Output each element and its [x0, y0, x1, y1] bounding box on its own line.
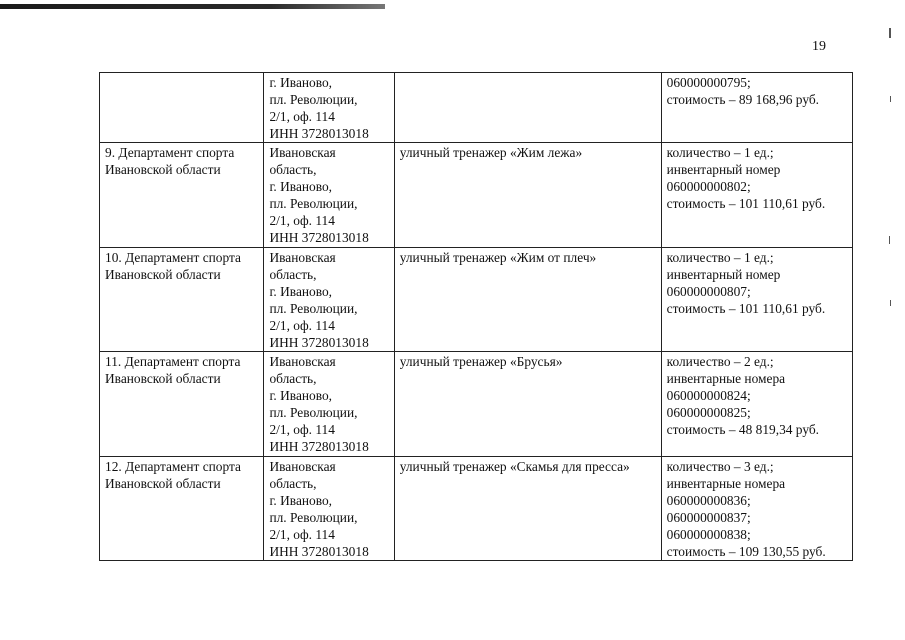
owner-cell	[100, 73, 264, 143]
address-cell: Ивановская область, г. Иваново, пл. Революции, 2/1, оф. 114 ИНН 3728013018	[264, 143, 394, 248]
details-cell: количество – 1 ед.; инвентарный номер 060000000802; стоимость – 101 110,61 руб.	[661, 143, 852, 248]
owner-cell: 9. Департамент спорта Ивановской области	[100, 143, 264, 248]
details-cell: количество – 2 ед.; инвентарные номера 060000000824; 060000000825; стоимость – 48 819,34 руб.	[661, 352, 852, 457]
item-cell	[394, 73, 661, 143]
item-cell: уличный тренажер «Брусья»	[394, 352, 661, 457]
details-cell: количество – 3 ед.; инвентарные номера 060000000836; 060000000837; 060000000838; стоимость – 109 130,55 руб.	[661, 457, 852, 561]
address-cell: Ивановская область, г. Иваново, пл. Революции, 2/1, оф. 114 ИНН 3728013018	[264, 352, 394, 457]
table-row	[100, 248, 853, 352]
address-cell: Ивановская область, г. Иваново, пл. Революции, 2/1, оф. 114 ИНН 3728013018	[264, 457, 394, 561]
owner-cell: 10. Департамент спорта Ивановской области	[100, 248, 264, 352]
table-row	[100, 457, 853, 561]
scan-edge-mark	[889, 28, 891, 38]
details-cell: количество – 1 ед.; инвентарный номер 060000000807; стоимость – 101 110,61 руб.	[661, 248, 852, 352]
scan-top-border	[0, 4, 385, 9]
owner-cell: 12. Департамент спорта Ивановской области	[100, 457, 264, 561]
scan-edge-mark	[890, 96, 891, 102]
address-cell: Ивановская область, г. Иваново, пл. Революции, 2/1, оф. 114 ИНН 3728013018	[264, 248, 394, 352]
property-table	[99, 72, 853, 561]
table-row	[100, 73, 853, 143]
address-cell: г. Иваново, пл. Революции, 2/1, оф. 114 ИНН 3728013018	[264, 73, 394, 143]
scan-edge-mark	[890, 300, 891, 306]
scan-edge-mark	[889, 236, 890, 244]
owner-cell: 11. Департамент спорта Ивановской области	[100, 352, 264, 457]
details-cell: 060000000795; стоимость – 89 168,96 руб.	[661, 73, 852, 143]
item-cell: уличный тренажер «Жим от плеч»	[394, 248, 661, 352]
table-row	[100, 143, 853, 248]
item-cell: уличный тренажер «Скамья для пресса»	[394, 457, 661, 561]
table-row	[100, 352, 853, 457]
item-cell: уличный тренажер «Жим лежа»	[394, 143, 661, 248]
page-number: 19	[812, 39, 826, 54]
